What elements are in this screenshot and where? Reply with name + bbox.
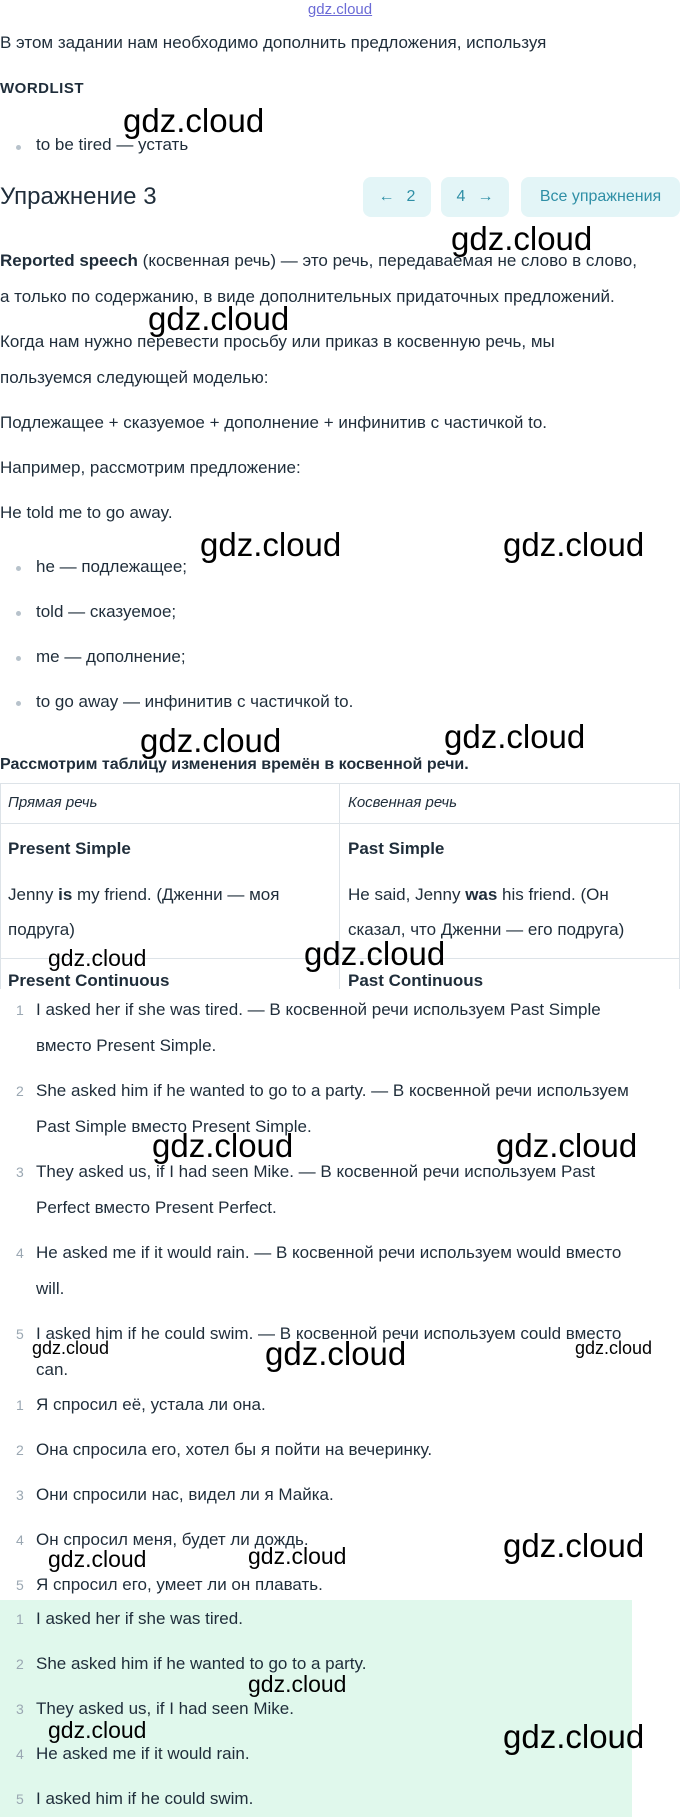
watermark: gdz.cloud <box>503 1527 645 1564</box>
arrow-right-icon: → <box>477 188 494 205</box>
translation-item: Она спросила его, хотел бы я пойти на вечеринку. <box>36 1440 433 1459</box>
watermark: gdz.cloud <box>265 1335 407 1372</box>
list-bullet <box>16 566 21 571</box>
exercise-title: Упражнение 3 <box>0 183 157 210</box>
prev-exercise-button[interactable] <box>363 177 431 217</box>
watermark: gdz.cloud <box>148 300 290 337</box>
watermark: gdz.cloud <box>503 1718 645 1755</box>
list-number: 4 <box>16 1245 24 1261</box>
list-number: 5 <box>16 1326 24 1342</box>
intro-text: В этом задании нам необходимо дополнить предложения, используя <box>0 33 547 52</box>
table-cell-example <box>348 877 609 912</box>
list-number: 1 <box>16 1611 24 1627</box>
translation-item: Я спросил её, устала ли она. <box>36 1395 266 1414</box>
explanation-item: I asked him if he could swim. — В косвенной речи используем could вместо <box>36 1324 622 1343</box>
table-text: He said, Jenny <box>348 885 466 904</box>
watermark: gdz.cloud <box>503 526 645 563</box>
list-number: 2 <box>16 1656 24 1672</box>
watermark: gdz.cloud <box>48 1717 147 1743</box>
list-number: 2 <box>16 1083 24 1099</box>
model-formula: Подлежащее + сказуемое + дополнение + инфинитив с частичкой to. <box>0 413 548 432</box>
list-number: 4 <box>16 1746 24 1762</box>
watermark: gdz.cloud <box>304 935 446 972</box>
reported-speech-term: Reported speech <box>0 251 138 270</box>
sentence-part: to go away — инфинитив с частичкой to. <box>36 692 354 711</box>
wordlist-label: WORDLIST <box>0 80 84 97</box>
table-cell-tense: Present Continuous <box>8 971 170 989</box>
translation-item: Они спросили нас, видел ли я Майка. <box>36 1485 334 1504</box>
watermark: gdz.cloud <box>444 718 586 755</box>
list-number: 3 <box>16 1701 24 1717</box>
explanation-item: He asked me if it would rain. — В косвенной речи используем would вместо <box>36 1243 622 1262</box>
answer-item: He asked me if it would rain. <box>36 1744 250 1763</box>
explanation-item-line2: can. <box>36 1360 69 1379</box>
table-cell-example-line2: подруга) <box>8 920 75 939</box>
prev-exercise-label: 2 <box>406 188 416 205</box>
list-bullet <box>16 701 21 706</box>
explanation-item-line2: will. <box>36 1279 65 1298</box>
all-exercises-label: Все упражнения <box>539 188 662 205</box>
table-text: my friend. (Дженни — моя <box>72 885 280 904</box>
theory-paragraph-2-line2: пользуемся следующей моделью: <box>0 368 269 387</box>
example-sentence: He told me to go away. <box>0 503 173 522</box>
sentence-part: he — подлежащее; <box>36 557 187 576</box>
sentence-part: me — дополнение; <box>36 647 186 666</box>
list-number: 5 <box>16 1577 24 1593</box>
theory-paragraph-2: Когда нам нужно перевести просьбу или приказ в косвенную речь, мы <box>0 332 555 351</box>
all-exercises-button[interactable] <box>521 177 680 217</box>
explanation-item: I asked her if she was tired. — В косвенной речи используем Past Simple <box>36 1000 601 1019</box>
explanation-item-line2: вместо Present Simple. <box>36 1036 217 1055</box>
table-header-reported: Косвенная речь <box>348 794 458 811</box>
table-text: his friend. (Он <box>497 885 609 904</box>
answer-item: I asked her if she was tired. <box>36 1609 243 1628</box>
table-text-bold: is <box>58 885 73 904</box>
explanation-item: They asked us, if I had seen Mike. — В косвенной речи используем Past <box>36 1162 596 1181</box>
table-cell-tense: Present Simple <box>8 839 131 858</box>
table-cell-tense: Past Continuous <box>348 971 484 989</box>
answer-item: They asked us, if I had seen Mike. <box>36 1699 294 1718</box>
watermark: gdz.cloud <box>248 1543 347 1569</box>
watermark: gdz.cloud <box>152 1127 294 1164</box>
arrow-left-icon: ← <box>378 188 395 205</box>
explanation-item-line2: Past Simple вместо Present Simple. <box>36 1117 312 1136</box>
watermark: gdz.cloud <box>140 722 282 759</box>
list-number: 3 <box>16 1487 24 1503</box>
sentence-part: told — сказуемое; <box>36 602 177 621</box>
watermark: gdz.cloud <box>451 220 593 257</box>
wordlist-item: to be tired — устать <box>36 135 189 154</box>
list-number: 4 <box>16 1532 24 1548</box>
watermark: gdz.cloud <box>48 945 147 971</box>
translation-item: Я спросил его, умеет ли он плавать. <box>36 1575 323 1594</box>
table-text-bold: was <box>465 885 498 904</box>
translation-item: Он спросил меня, будет ли дождь. <box>36 1530 309 1549</box>
table-cell-example <box>8 877 279 912</box>
example-intro: Например, рассмотрим предложение: <box>0 458 301 477</box>
watermark: gdz.cloud <box>123 102 265 139</box>
table-header-direct: Прямая речь <box>8 794 98 811</box>
list-bullet <box>16 145 21 150</box>
watermark: gdz.cloud <box>48 1546 147 1572</box>
list-bullet <box>16 656 21 661</box>
theory-paragraph-1-line2: а только по содержанию, в виде дополнительных придаточных предложений. <box>0 287 615 306</box>
list-number: 1 <box>16 1397 24 1413</box>
table-text: Jenny <box>8 885 59 904</box>
watermark: gdz.cloud <box>575 1338 653 1358</box>
table-cell-example-line2: сказал, что Дженни — его подруга) <box>348 920 625 939</box>
next-exercise-label: 4 <box>456 188 466 205</box>
next-exercise-button[interactable] <box>441 177 509 217</box>
list-number: 5 <box>16 1791 24 1807</box>
watermark: gdz.cloud <box>496 1127 638 1164</box>
watermark: gdz.cloud <box>248 1671 347 1697</box>
list-bullet <box>16 611 21 616</box>
list-number: 3 <box>16 1164 24 1180</box>
table-divider <box>0 823 680 824</box>
explanation-item: She asked him if he wanted to go to a party. — В косвенной речи используем <box>36 1081 629 1100</box>
answer-item: I asked him if he could swim. <box>36 1789 254 1808</box>
list-number: 2 <box>16 1442 24 1458</box>
watermark: gdz.cloud <box>200 526 342 563</box>
theory-p1-rest: (косвенная речь) — это речь, передаваемая не слово в слово, <box>137 251 637 270</box>
answer-item: She asked him if he wanted to go to a party. <box>36 1654 367 1673</box>
table-intro: Рассмотрим таблицу изменения времён в косвенной речи. <box>0 756 469 773</box>
watermark: gdz.cloud <box>32 1338 110 1358</box>
list-number: 1 <box>16 1002 24 1018</box>
table-cell-tense: Past Simple <box>348 839 445 858</box>
explanation-item-line2: Perfect вместо Present Perfect. <box>36 1198 277 1217</box>
site-mark-link[interactable]: gdz.cloud <box>307 1 373 18</box>
